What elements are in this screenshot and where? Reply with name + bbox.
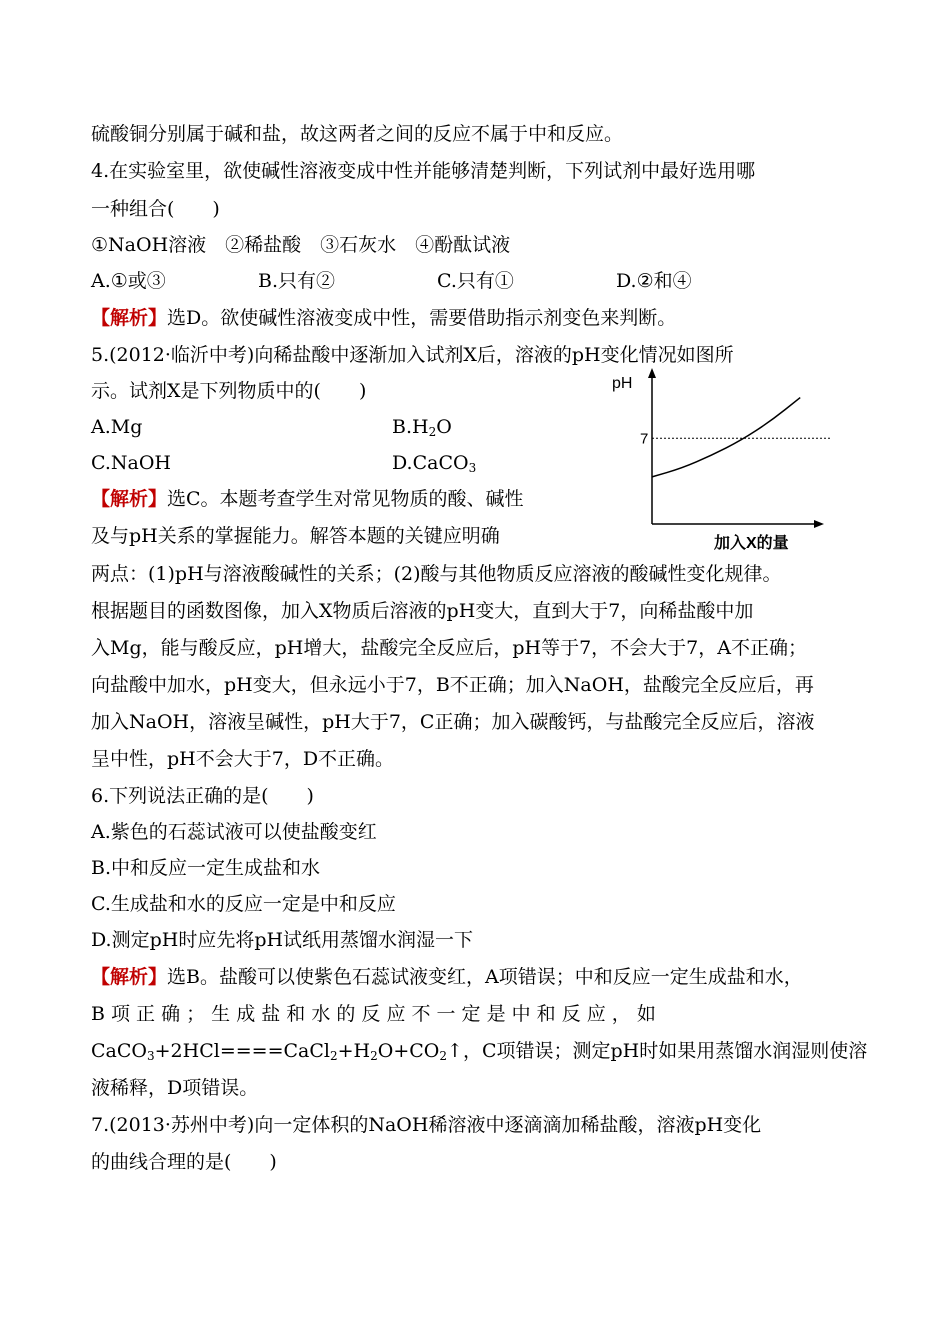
eq-tail: ↑，C项错误；测定pH时如果用蒸馏水润湿则使溶 (447, 1040, 868, 1062)
q6-option-d: D.测定pH时应先将pH试纸用蒸馏水润湿一下 (91, 929, 474, 951)
q4-option-a: A.①或③ (91, 270, 166, 292)
eq-part: CaCO (91, 1040, 147, 1062)
q5-analysis-line6: 向盐酸中加水，pH变大，但永远小于7，B不正确；加入NaOH，盐酸完全反应后，再 (91, 674, 814, 696)
q4-reagent-list: ①NaOH溶液 ②稀盐酸 ③石灰水 ④酚酞试液 (91, 234, 511, 256)
q7-stem-line2: 的曲线合理的是( ) (91, 1151, 277, 1173)
q5-option-b (392, 413, 452, 441)
q6-stem: 6.下列说法正确的是( ) (91, 785, 314, 807)
eq-part: +H (337, 1040, 371, 1062)
q6-option-a: A.紫色的石蕊试液可以使盐酸变红 (91, 821, 377, 843)
q5-option-b-sub: 2 (428, 425, 437, 439)
y-axis-label: pH (612, 375, 633, 392)
q4-analysis (91, 304, 676, 332)
q5-stem-line2: 示。试剂X是下列物质中的( ) (91, 380, 367, 402)
q5-analysis-text-1: 选C。本题考查学生对常见物质的酸、碱性 (167, 488, 524, 510)
q5-analysis-line5: 入Mg，能与酸反应，pH增大，盐酸完全反应后，pH等于7，不会大于7，A不正确； (91, 637, 807, 659)
eq-sub: 2 (439, 1049, 448, 1063)
q6-option-b: B.中和反应一定生成盐和水 (91, 857, 321, 879)
eq-sub: 3 (146, 1049, 155, 1063)
analysis-tag: 【解析】 (91, 307, 168, 329)
eq-sub: 2 (370, 1049, 378, 1063)
eq-sub: 2 (329, 1049, 338, 1063)
q6-analysis-line4: 液稀释，D项错误。 (91, 1077, 259, 1099)
x-axis-label: 加入X的量 (714, 535, 789, 552)
q4-option-c: C.只有① (437, 270, 514, 292)
q5-analysis-line8: 呈中性，pH不会大于7，D不正确。 (91, 748, 395, 770)
reference-label-7: 7 (640, 430, 649, 448)
ph-chart (610, 362, 835, 552)
q6-analysis-equation-line (91, 1037, 867, 1065)
q4-analysis-text: 选D。欲使碱性溶液变成中性，需要借助指示剂变色来判断。 (167, 307, 677, 329)
q4-option-d: D.②和④ (616, 270, 692, 292)
q6-option-c: C.生成盐和水的反应一定是中和反应 (91, 893, 396, 915)
q5-analysis-line3: 两点：(1)pH与溶液酸碱性的关系；(2)酸与其他物质反应溶液的酸碱性变化规律。 (91, 563, 782, 585)
q4-stem-line2: 一种组合( ) (91, 198, 220, 220)
q6-analysis-line2: B 项 正 确 ； 生 成 盐 和 水 的 反 应 不 一 定 是 中 和 反 应 ， 如 (91, 1003, 656, 1025)
q5-stem-line1: 5.(2012·临沂中考)向稀盐酸中逐渐加入试剂X后，溶液的pH变化情况如图所 (91, 344, 734, 366)
q5-option-b-pre: B.H (392, 416, 429, 438)
eq-part: +2HCl====CaCl (154, 1040, 330, 1062)
x-axis-arrow (814, 520, 824, 528)
q6-analysis-line1 (91, 963, 803, 991)
q5-analysis-line2: 及与pH关系的掌握能力。解答本题的关键应明确 (91, 525, 500, 547)
q5-analysis-line7: 加入NaOH，溶液呈碱性，pH大于7，C正确；加入碳酸钙，与盐酸完全反应后，溶液 (91, 711, 815, 733)
analysis-tag: 【解析】 (91, 966, 168, 988)
eq-part: O+CO (377, 1040, 440, 1062)
q5-option-d-sub: 3 (468, 461, 477, 475)
q4-option-b: B.只有② (258, 270, 336, 292)
q3-tail-text: 硫酸铜分别属于碱和盐，故这两者之间的反应不属于中和反应。 (91, 123, 624, 145)
q7-stem-line1: 7.(2013·苏州中考)向一定体积的NaOH稀溶液中逐滴滴加稀盐酸，溶液pH变化 (91, 1114, 762, 1136)
q5-option-d-pre: D.CaCO (392, 452, 469, 474)
q5-option-a: A.Mg (91, 416, 143, 438)
q5-option-d (392, 449, 476, 477)
q6-analysis-text-1: 选B。盐酸可以使紫色石蕊试液变红，A项错误；中和反应一定生成盐和水， (167, 966, 803, 988)
analysis-tag: 【解析】 (91, 488, 168, 510)
ph-curve (652, 398, 800, 477)
q5-analysis-line4: 根据题目的函数图像，加入X物质后溶液的pH变大，直到大于7，向稀盐酸中加 (91, 600, 754, 622)
q4-stem-line1: 4.在实验室里，欲使碱性溶液变成中性并能够清楚判断，下列试剂中最好选用哪 (91, 160, 756, 182)
q5-analysis-line1 (91, 485, 524, 513)
y-axis-arrow (648, 368, 656, 378)
q5-option-c: C.NaOH (91, 452, 171, 474)
q5-option-b-post: O (436, 416, 452, 438)
